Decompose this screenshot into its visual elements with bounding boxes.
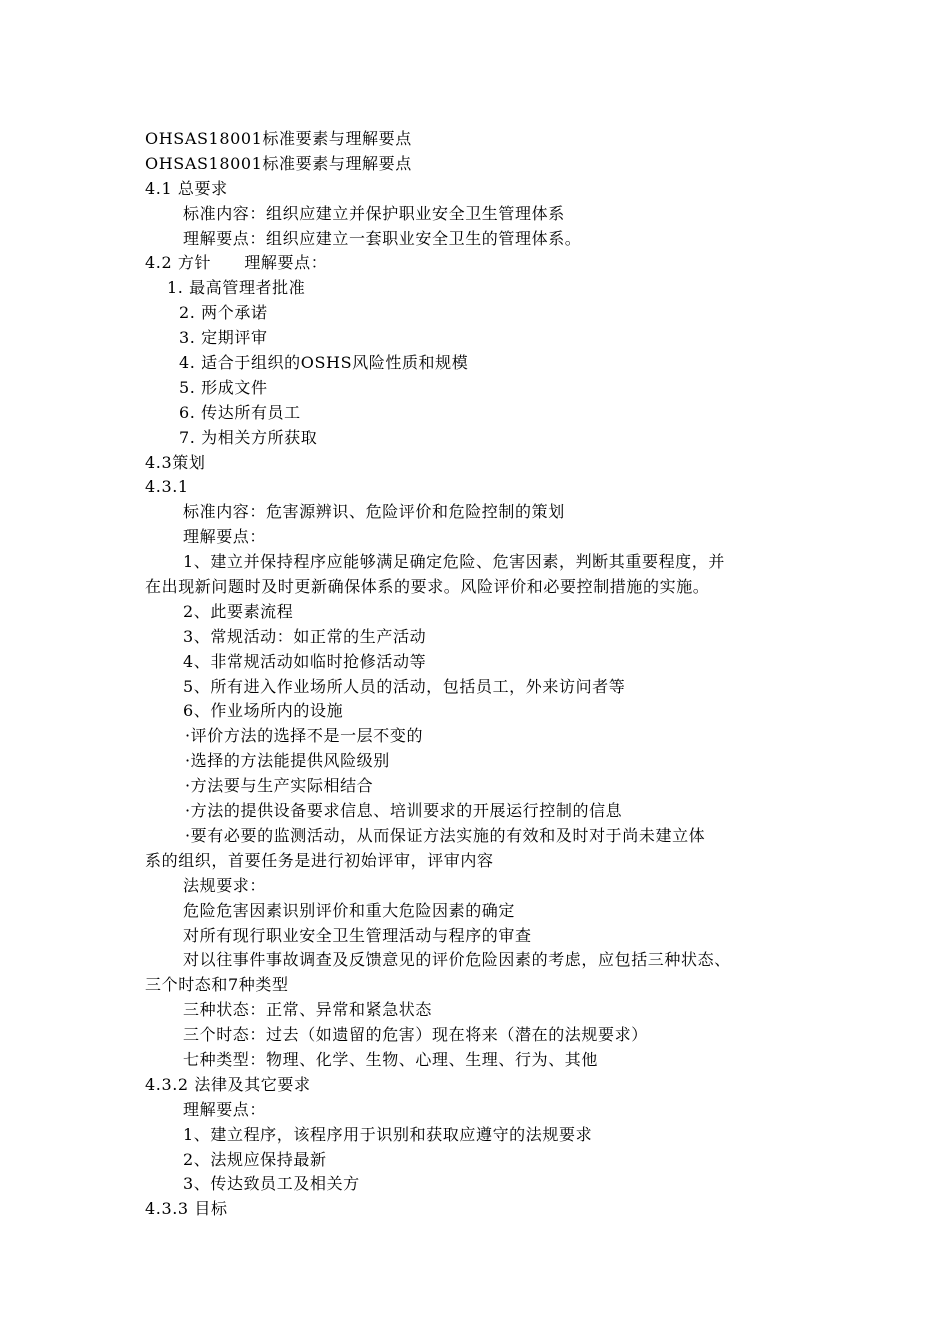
text-line: 1. 最高管理者批准 <box>167 278 306 298</box>
text-line: 4.3.3 目标 <box>145 1199 228 1219</box>
text-line: 3、常规活动：如正常的生产活动 <box>183 626 427 646</box>
text-line: ·选择的方法能提供风险级别 <box>185 751 390 771</box>
text-line: 4.3策划 <box>145 452 206 472</box>
text-line: 三个时态和7种类型 <box>145 975 289 995</box>
text-line: 在出现新问题时及时更新确保体系的要求。风险评价和必要控制措施的实施。 <box>145 577 710 597</box>
text-line: ·方法要与生产实际相结合 <box>185 776 374 796</box>
text-line: 4.3.1 <box>145 477 189 497</box>
text-line: 7. 为相关方所获取 <box>179 427 318 447</box>
text-line: 2、此要素流程 <box>183 601 294 621</box>
text-line: 6、作业场所内的设施 <box>183 701 344 721</box>
text-line: 三种状态：正常、异常和紧急状态 <box>183 1000 433 1020</box>
text-line: 6. 传达所有员工 <box>179 402 301 422</box>
text-line: 2. 两个承诺 <box>179 303 268 323</box>
text-line: OHSAS18001标准要素与理解要点 <box>145 153 412 173</box>
text-line: 系的组织，首要任务是进行初始评审，评审内容 <box>145 850 494 870</box>
text-line: 5. 形成文件 <box>179 377 268 397</box>
text-line: ·要有必要的监测活动，从而保证方法实施的有效和及时对于尚未建立体 <box>185 825 706 845</box>
text-line: 标准内容：组织应建立并保护职业安全卫生管理体系 <box>183 203 565 223</box>
text-line: 1、建立并保持程序应能够满足确定危险、危害因素，判断其重要程度，并 <box>183 552 725 572</box>
text-line: 3. 定期评审 <box>179 328 268 348</box>
text-line: 2、法规应保持最新 <box>183 1149 327 1169</box>
text-line: 危险危害因素识别评价和重大危险因素的确定 <box>183 900 516 920</box>
text-line: 标准内容：危害源辨识、危险评价和危险控制的策划 <box>183 502 565 522</box>
text-line: 理解要点： <box>183 1099 267 1119</box>
text-line: 理解要点：组织应建立一套职业安全卫生的管理体系。 <box>183 228 582 248</box>
text-line: 4、非常规活动如临时抢修活动等 <box>183 651 427 671</box>
text-line: ·评价方法的选择不是一层不变的 <box>185 726 424 746</box>
text-line: 4.3.2 法律及其它要求 <box>145 1074 311 1094</box>
text-line: 4.1 总要求 <box>145 178 228 198</box>
text-line: 理解要点： <box>183 527 267 547</box>
text-line: 4.2 方针 理解要点： <box>145 253 328 273</box>
text-line: 3、传达致员工及相关方 <box>183 1174 360 1194</box>
text-line: 1、建立程序，该程序用于识别和获取应遵守的法规要求 <box>183 1124 593 1144</box>
text-line: 对以往事件事故调查及反馈意见的评价危险因素的考虑，应包括三种状态、 <box>183 950 731 970</box>
text-line: 对所有现行职业安全卫生管理活动与程序的审查 <box>183 925 532 945</box>
text-line: OHSAS18001标准要素与理解要点 <box>145 129 412 148</box>
text-line: 三个时态：过去（如遗留的危害）现在将来（潜在的法规要求） <box>183 1025 648 1045</box>
document-body <box>145 127 830 1222</box>
text-line: 法规要求： <box>183 875 267 895</box>
text-line: 5、所有进入作业场所人员的活动，包括员工，外来访问者等 <box>183 676 626 696</box>
text-line: ·方法的提供设备要求信息、培训要求的开展运行控制的信息 <box>185 801 623 821</box>
text-line: 4. 适合于组织的OSHS风险性质和规模 <box>179 353 469 373</box>
text-line: 七种类型：物理、化学、生物、心理、生理、行为、其他 <box>183 1049 599 1069</box>
